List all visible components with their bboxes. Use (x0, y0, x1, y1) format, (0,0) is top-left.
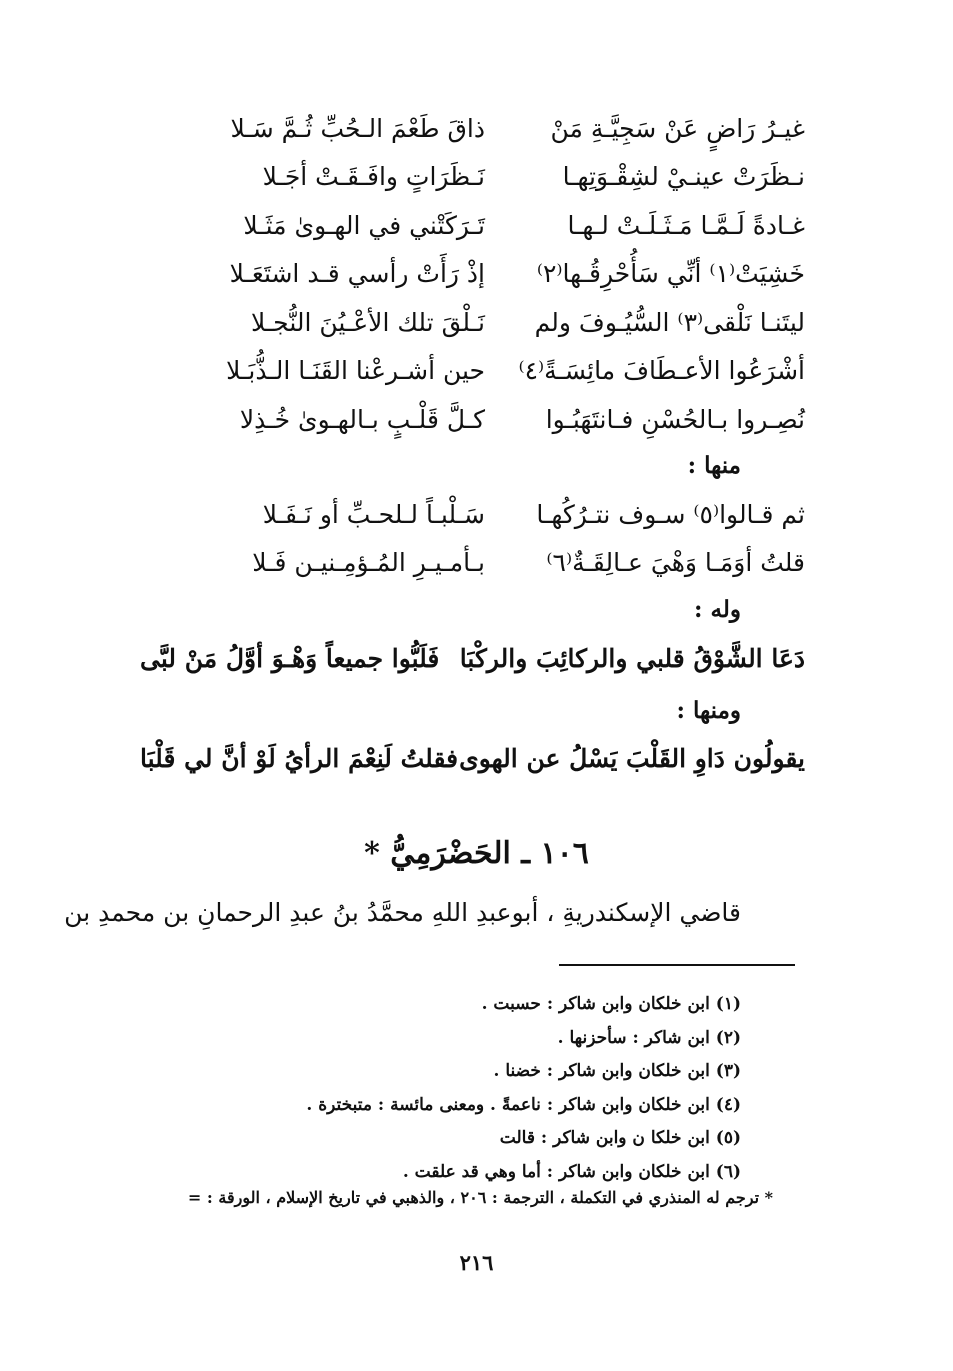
verse-line-lahu (140, 644, 805, 673)
footnote-item: (٤) ابن خلكان وابن شاكر : ناعمةً . ومعنى مائسة : متبخترة . (306, 1094, 741, 1115)
verse-first-hemistich: دَعَا الشَّوْقُ قلبي والركائِبَ والركْبَا (459, 644, 805, 673)
verse-first-hemistich: يقولُون دَاوِ القَلْبَ يَسْلُ عن الهوى (459, 744, 805, 773)
footnote-item: (٦) ابن خلكان وابن شاكر : أما وهي قد علقت . (402, 1161, 741, 1182)
poem-group-1 (185, 104, 805, 444)
verse-second-hemistich: كـلَّ قَلْـبٍ بـالهـوىٰ خُـذِلا (239, 404, 485, 434)
footnote-separator (559, 964, 795, 966)
verse-second-hemistich: فقلتُ لَنِعْمَ الرأيُ لَوْ أنَّ لي قَلْبَا (140, 744, 459, 773)
verse-second-hemistich: نَـلْقَ تلك الأعْـيُنَ النُّجـلا (250, 307, 485, 337)
footnote-item: (٢) ابن شاكر : سأحزنها . (557, 1027, 741, 1048)
verse-first-hemistich: نُصِـروا بـالحُسْنِ فـانتَهَبُـوا (545, 404, 805, 434)
verse-second-hemistich: حين أشـرعْنا القَنَـا الـذُّبَـلا (226, 356, 485, 386)
footnote-item: (١) ابن خلكان وابن شاكر : حسبت . (481, 994, 741, 1014)
verse-line (185, 250, 805, 299)
verse-line (185, 298, 805, 347)
verse-second-hemistich: فَلَبُّوا جميعاً وَهْـوَ أوَّلُ مَنْ لبَّى (140, 644, 440, 673)
verse-second-hemistich: سَـلْبـاً لـلحـبِّ أو نَـفَـلا (262, 499, 485, 529)
verse-second-hemistich: تَـرَكَتْني في الهـوىٰ مَثَـلا (243, 210, 485, 240)
entry-heading: ١٠٦ ـ الحَضْرَمِيُّ * (364, 836, 589, 871)
verse-line (185, 490, 805, 539)
verse-line (185, 539, 805, 588)
poem-group-2 (185, 490, 805, 587)
verse-first-hemistich: ليتَنـا نَلْقى⁽٣⁾ السُّيُـوفَ ولم (534, 307, 805, 337)
verse-second-hemistich: ذاقَ طَعْمَ الـحُبِّ ثُـمَّ سَـلا (230, 113, 485, 143)
verse-line (185, 153, 805, 202)
section-label-wa-minha: ومنها : (676, 697, 741, 724)
verse-first-hemistich: ثم قـالوا⁽٥⁾ سـوف نتـرُكُهـا (536, 499, 805, 529)
footnotes-list (141, 988, 741, 1189)
verse-first-hemistich: أشْرَعُوا الأعـطَافَ مائِسَـةً⁽٤⁾ (518, 356, 805, 386)
footnote-item: (٣) ابن خلكان وابن شاكر : خضنا . (493, 1061, 741, 1081)
verse-second-hemistich: نَـظَرَاتٍ وافَـقَـتْ أجَـلا (262, 162, 485, 192)
section-label-minha: منها : (687, 452, 741, 479)
entry-intro-text: قاضي الإسكندريةِ ، أبوعبدِ اللهِ محمَّدُ بنُ عبدِ الرحمانِ بن محمدِ بن (64, 898, 741, 927)
verse-second-hemistich: بـأمـيـرِ المُـؤمِـنيـن فَـلا (252, 548, 485, 578)
page-number: ٢١٦ (459, 1250, 494, 1275)
biography-footnote: * ترجم له المنذري في التكملة ، الترجمة : ٢٠٦ ، والذهبي في تاريخ الإسلام ، الورقة : = (187, 1188, 773, 1207)
verse-line (185, 201, 805, 250)
verse-first-hemistich: غيـرُ رَاضٍ عَنْ سَجِيَّـةِ مَنْ (550, 113, 805, 143)
footnote-item: (٥) ابن خلكا ن وابن شاكر : قالت (499, 1128, 741, 1148)
section-label-lahu: وله : (694, 596, 741, 623)
verse-first-hemistich: نـظَرَتْ عينـيْ لشِقْـوَتِهـا (562, 162, 805, 192)
verse-first-hemistich: غـادةً لَـمَّـا مَـثَـلَـتْ لـهـا (567, 210, 805, 240)
verse-first-hemistich: قلتُ أوَمَـا وَهْيَ عـالِقَـةٌ⁽٦⁾ (546, 548, 805, 578)
verse-line (185, 347, 805, 396)
verse-first-hemistich: خَشِيَتْ⁽١⁾ أنِّي سَأُحْرِقُـها⁽٢⁾ (536, 259, 805, 289)
verse-line (185, 395, 805, 444)
verse-line (185, 104, 805, 153)
verse-line-wa-minha (140, 744, 805, 773)
verse-second-hemistich: إذْ رَأَتْ رأسي قـد اشتَعَـلا (229, 259, 485, 289)
